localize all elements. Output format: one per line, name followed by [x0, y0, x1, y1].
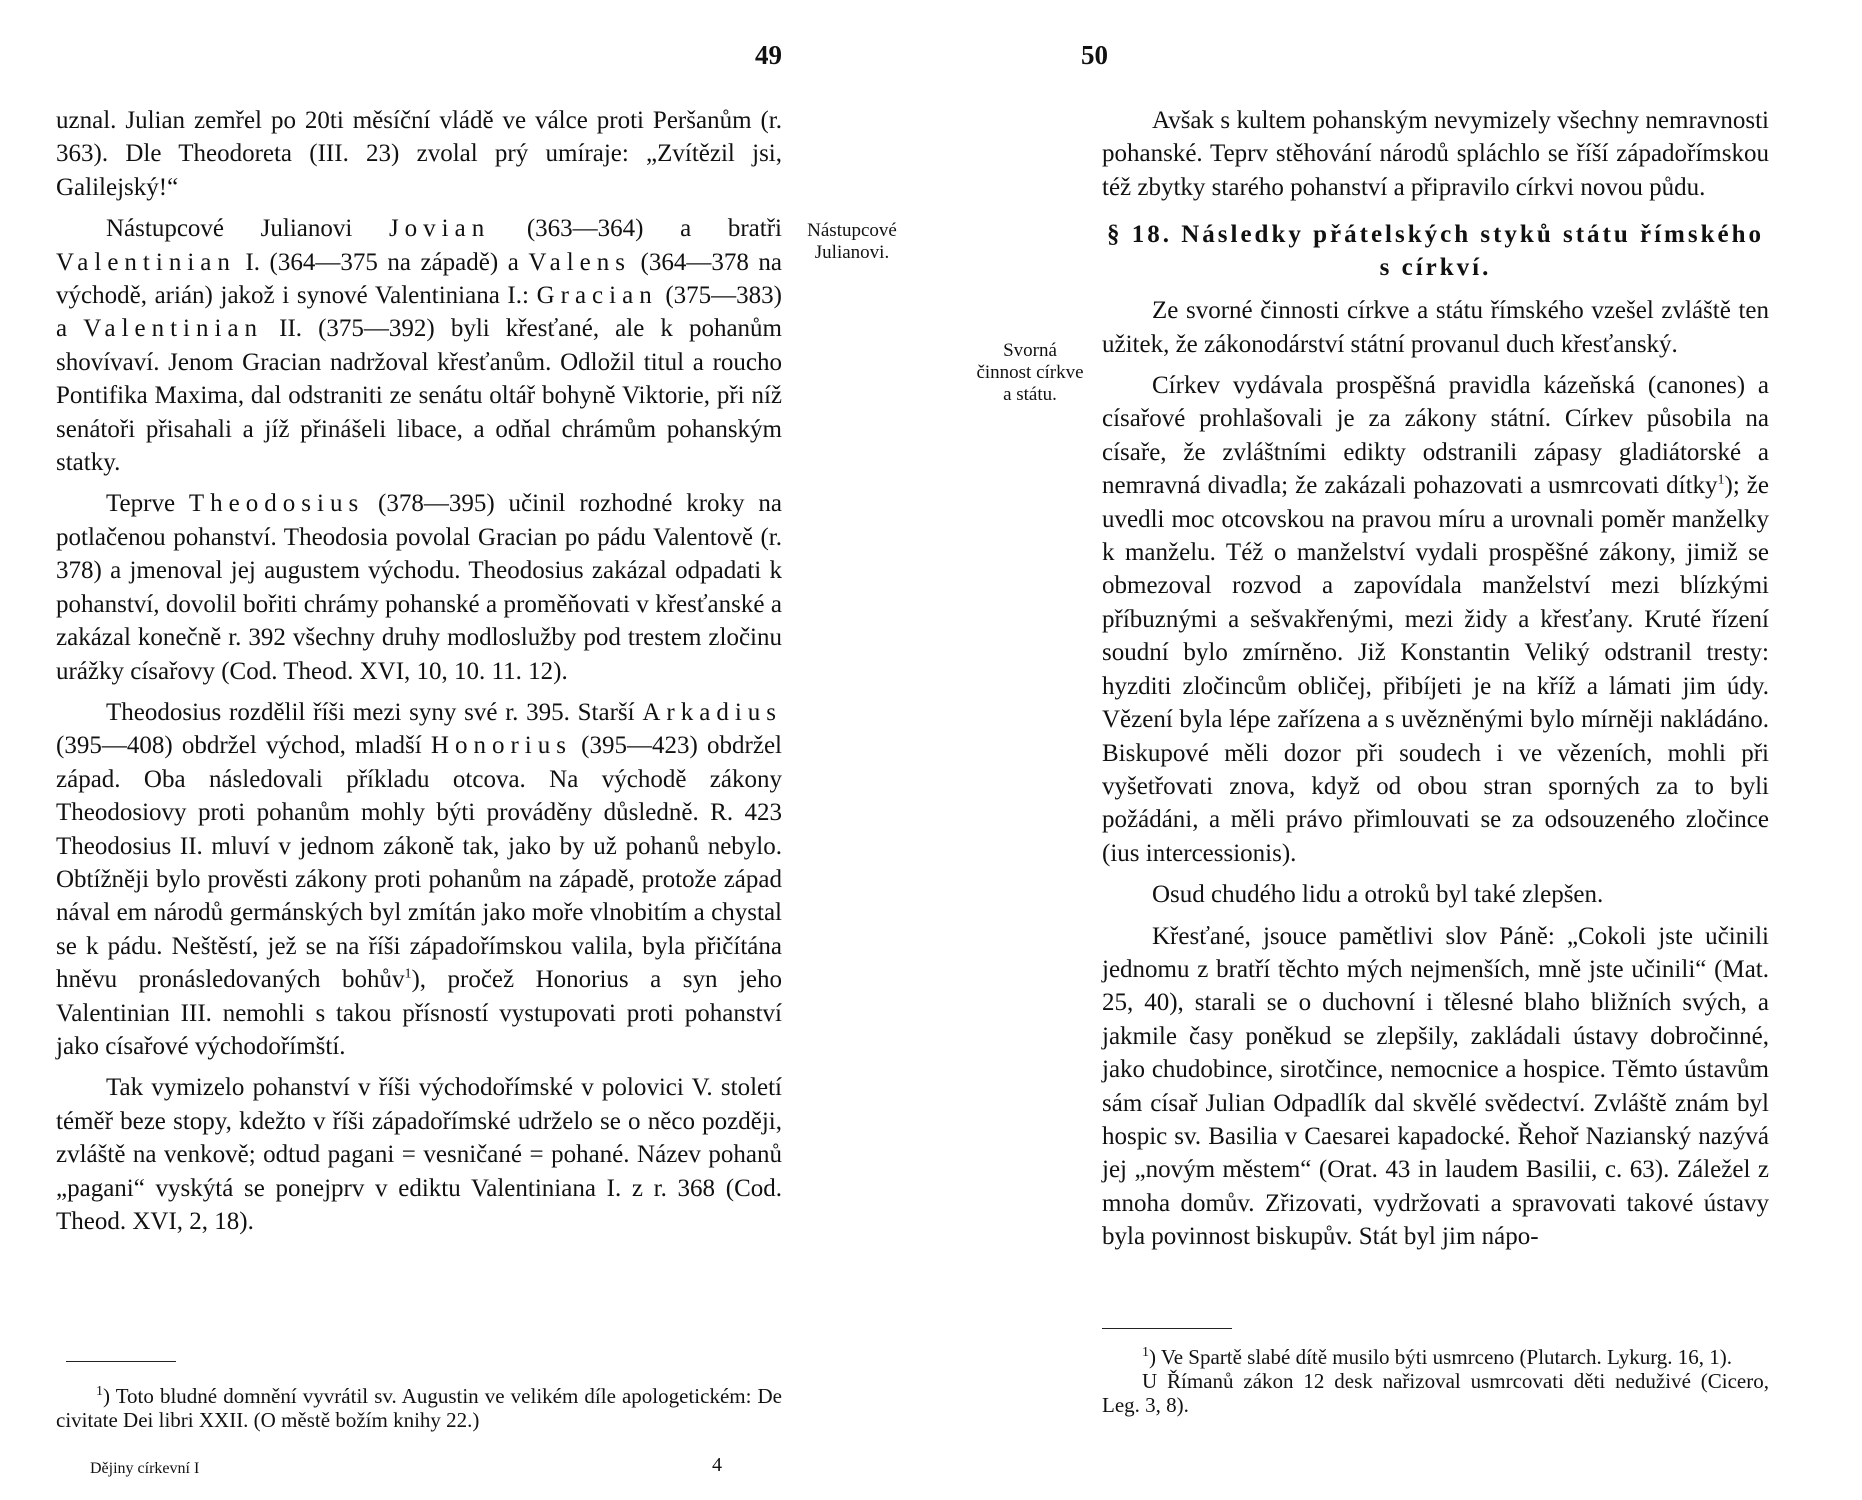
- text-run: ), pročež Honorius a syn jeho Valentinian III. nemohli s takou přísností vystupovati proti pohanství jako císařové východořímští.: [56, 966, 782, 1060]
- right-page: [931, 0, 1862, 1500]
- footnote-reference: 1: [404, 966, 412, 982]
- footnote-mark: 1: [1142, 1345, 1149, 1360]
- text-run: I. (364—375 na západě) a: [235, 248, 529, 276]
- spaced-name: Valentinian: [83, 315, 264, 343]
- paragraph: [1102, 104, 1769, 204]
- spaced-name: Honorius: [430, 732, 572, 760]
- text-run: (363—364) a bratři: [490, 215, 782, 243]
- spaced-name: Arkadius: [642, 698, 782, 726]
- paragraph: [1102, 369, 1769, 870]
- margin-note: Nástupcové Julianovi.: [807, 220, 897, 263]
- footnotes: [1102, 1345, 1769, 1417]
- text-run: Tak vymizelo pohanství v říši východořímské v polovici V. století téměř beze stopy, kdežto v říši západořímské udrželo se o něco později, zvláště na venkově; odtud pagani = vesničané = pohané. Název pohanů „pagani“ vyskýtá se ponejprv v ediktu Valentiniana I. z r. 368 (Cod. Theod. XVI, 2, 18).: [56, 1074, 782, 1235]
- footnote-divider: [66, 1361, 176, 1362]
- footnotes: [56, 1384, 782, 1432]
- footnote-reference: 1: [1717, 472, 1725, 488]
- text-run: (378—395) učinil rozhodné kroky na potlačenou pohanství. Theodosia povolal Gracian po pádu Valentově (r. 378) a jmenoval jej augustem východu. Theodosius zakázal odpadati k pohanství, dovolil bořiti chrámy pohanské a proměňovati v křesťanské a zakázal konečně r. 392 všechny druhy modloslužby pod trestem zločinu urážky císařovy (Cod. Theod. XVI, 10, 10. 11. 12).: [56, 490, 782, 685]
- text-run: Osud chudého lidu a otroků byl také zlepšen.: [1152, 881, 1604, 909]
- paragraph: [56, 487, 782, 687]
- sheet-number: 4: [712, 1454, 722, 1476]
- text-run: Církev vydávala prospěšná pravidla kázeňská (canones) a císařové prohlašovali je za zákony státní. Církev působila na císaře, že zvláštními edikty odstranili zápasy gladiátorské a nemravná divadla; že zakázali pohazovati a usmrcovati dítky: [1102, 372, 1769, 500]
- footnote-text: ) Toto bludné domnění vyvrátil sv. Augustin ve velikém díle apologetickém: De civitate Dei libri XXII. (O městě božím knihy 22.): [56, 1384, 782, 1432]
- footnote-text: U Římanů zákon 12 desk nařizoval usmrcovati děti neduživé (Cicero, Leg. 3, 8).: [1102, 1369, 1769, 1417]
- footnote-divider: [1102, 1328, 1232, 1329]
- paragraph: [56, 1071, 782, 1238]
- text-run: (364—378 na východě, arián) jakož i synové Valentiniana I.:: [56, 248, 782, 310]
- text-run: Ze svorné činnosti církve a státu římského vzešel zvláště ten užitek, že zákonodárství státní provanul duch křesťanský.: [1102, 297, 1769, 358]
- spaced-name: Jovian: [388, 215, 491, 243]
- text-run: Křesťané, jsouce pamětlivi slov Páně: „Cokoli jste učinili jednomu z bratří těchto mých nejmenších, mně jste učinili“ (Mat. 25, 40), starali se o duchovní i tělesné blaho bližních svých, a jakmile časy poněkud se zlepšily, zakládali ústavy dobročinné, jako chudobince, sirotčince, nemocnice a hospice. Těmto ústavům sám císař Julian Odpadlík dal skvělé svědectví. Zvláště znám byl hospic sv. Basilia v Caesarei kapadocké. Řehoř Nazianský nazývá jej „novým městem“ (Orat. 43 in laudem Basilii, c. 63). Záležel z mnoha domův. Zřizovati, vydržovati a spravovati takové ústavy byla povinnost biskupův. Stát byl jim nápo-: [1102, 922, 1769, 1251]
- text-run: Theodosius rozdělil říši mezi syny své r. 395. Starší: [106, 698, 643, 726]
- footnote: [56, 1384, 782, 1432]
- text-run: II. (375—392) byli křesťané, ale k pohanům shovívaví. Jenom Gracian nadržoval křesťanům. Odložil titul a roucho Pontifika Maxima, dal odstraniti ze senátu oltář bohyně Viktorie, při níž senátoři přisahali a jíž přinášeli libace, a odňal chrámům pohanským statky.: [56, 315, 782, 477]
- spaced-name: Valentinian: [56, 248, 236, 276]
- section-heading: § 18. Následky přátelských styků státu římského s církví.: [1106, 221, 1765, 282]
- page-number: 50: [1081, 40, 1108, 70]
- text-run: Avšak s kultem pohanským nevymizely všechny nemravnosti pohanské. Teprv stěhování národů spláchlo se říší západořímskou též zbytky starého pohanství a připravilo církvi novou půdu.: [1102, 107, 1769, 201]
- text-run: (395—423) obdržel západ. Oba následovali příkladu otcova. Na východě zákony Theodosiovy proti pohanům mohly býti prováděny důsledně. R. 423 Theodosius II. mluví v jednom zákoně tak, jako by už pohanů nebylo. Obtížněji bylo prověsti zákony proti pohanům na západě, protože západ nával em národů germánských byl zmítán jako moře vlnobitím a chystal se k pádu. Neštěstí, jež se na říši západořímskou valila, byla přičítána hněvu pronásledovaných bohův: [56, 732, 782, 994]
- page-number: 49: [755, 40, 782, 70]
- text-run: (375—383) a: [56, 282, 782, 343]
- footnote: [1102, 1345, 1769, 1369]
- text-run: Teprve: [106, 490, 189, 518]
- spaced-name: Theodosius: [188, 490, 365, 518]
- paragraph: [1102, 294, 1769, 361]
- spaced-name: Gracian: [536, 282, 658, 310]
- paragraph: [1102, 878, 1769, 911]
- text-run: ); že uvedli moc otcovskou na pravou míru a urovnali poměr manželky k manželu. Též o manželství vydali prospěšné zákony, jimiž se obmezoval rozvod a zapovídala manželství mezi blízkými příbuznými a sešvakřenými, mezi židy a křesťany. Kruté řízení soudní bylo zmírněno. Již Konstantin Veliký odstranil tresty: hyzditi zločincům obličej, přibíjeti je na kříž a lámati jim údy. Vězení byla lépe zařízena a s uvězněnými bylo mírněji nakládáno. Biskupové měli dozor při soudech i ve vězeních, mohli při vyšetřovati znova, když od obou stran sporných za to byli požádáni, a měli právo přimlouvati se za odsouzeného zločince (ius intercessionis).: [1102, 472, 1769, 867]
- main-text-column: [1102, 104, 1769, 1254]
- text-run: (395—408) obdržel východ, mladší: [56, 732, 431, 760]
- footnote-text: ) Ve Spartě slabé dítě musilo býti usmrceno (Plutarch. Lykurg. 16, 1).: [1149, 1345, 1733, 1369]
- paragraph: [56, 212, 782, 479]
- main-text-column: [56, 104, 782, 1238]
- spaced-name: Valens: [528, 248, 632, 276]
- text-run: Nástupcové Julianovi: [106, 215, 389, 243]
- footnote: [1102, 1369, 1769, 1417]
- footnote-mark: 1: [96, 1384, 103, 1399]
- text-run: uznal. Julian zemřel po 20ti měsíční vládě ve válce proti Peršanům (r. 363). Dle Theodoreta (III. 23) zvolal prý umíraje: „Zvítězil jsi, Galilejský!“: [56, 107, 782, 201]
- paragraph: [1102, 920, 1769, 1254]
- margin-note: Svorná činnost církve a státu.: [976, 340, 1084, 405]
- paragraph: [56, 696, 782, 1063]
- paragraph: [56, 104, 782, 204]
- printer-signature: Dějiny církevní I: [90, 1460, 200, 1477]
